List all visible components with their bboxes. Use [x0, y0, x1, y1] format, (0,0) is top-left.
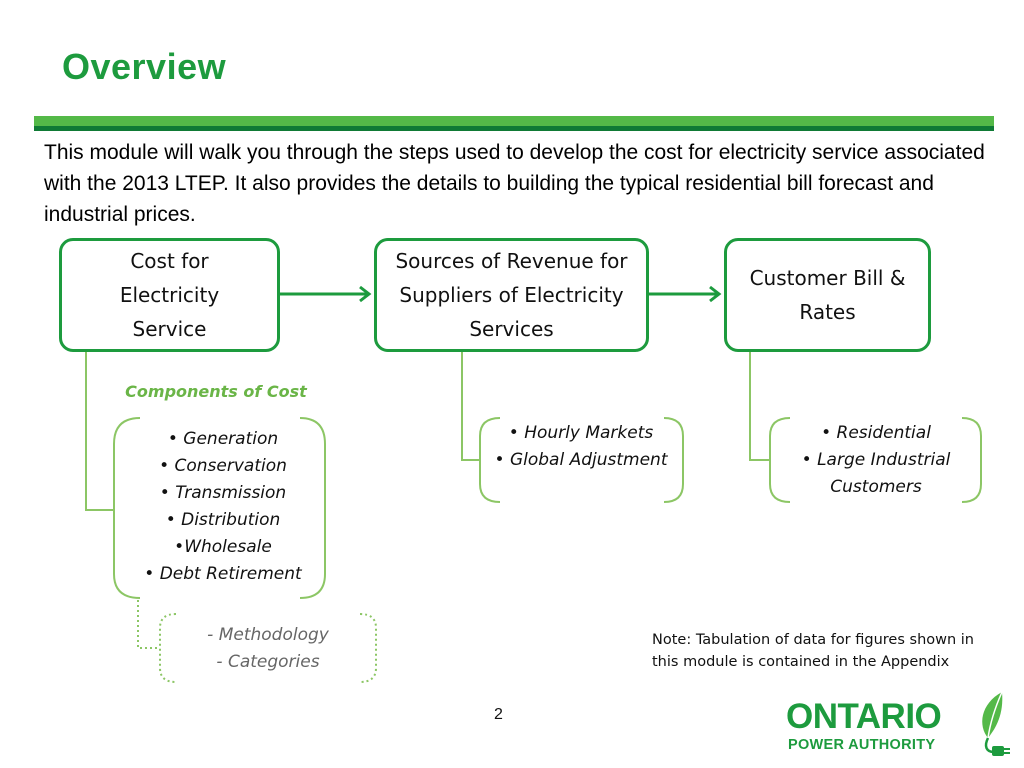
customer-connector [750, 352, 770, 460]
list-item: • Distribution [165, 510, 281, 530]
list-item: • Global Adjustment [494, 450, 668, 470]
logo-name: ONTARIO [786, 697, 942, 736]
components-title: Components of Cost [125, 382, 307, 401]
cost-connector [86, 352, 114, 510]
list-item: • Conservation [159, 456, 287, 476]
appendix-note: Note: Tabulation of data for figures shown in this module is contained in the Appendix [652, 632, 975, 670]
list-item: - Categories [216, 652, 320, 672]
list-item: • Residential [821, 423, 931, 443]
box-label: Sources of Revenue for Suppliers of Electricity Services [395, 249, 628, 341]
list-item: • Transmission [159, 483, 287, 503]
leaf-plug-icon [972, 688, 1014, 760]
intro-text: This module will walk you through the steps used to develop the cost for electricity service associated with the 2013 LTEP. It also provides the details to building the typical residential bill forecast and industrial prices. [44, 141, 985, 226]
customer-bill-box [724, 238, 931, 352]
sources-of-revenue-box [374, 238, 649, 352]
ontario-power-authority-logo [786, 688, 1018, 764]
box-label: Customer Bill & Rates [749, 266, 906, 324]
list-item: • Generation [167, 429, 279, 449]
flow-arrow-1 [280, 287, 369, 301]
slide-title: Overview [62, 46, 227, 87]
revenue-connector [462, 352, 480, 460]
customer-list [778, 420, 974, 501]
list-item: • Hourly Markets [508, 423, 654, 443]
list-item: • Large Industrial Customers [801, 450, 951, 497]
flow-arrow-2 [649, 287, 719, 301]
list-item: - Methodology [207, 625, 329, 645]
page-number: 2 [494, 706, 503, 723]
box-label: Cost for Electricity Service [119, 249, 220, 341]
method-connector [138, 600, 160, 648]
cost-for-electricity-box [59, 238, 280, 352]
list-item: •Wholesale [174, 537, 272, 557]
revenue-list [488, 420, 674, 474]
logo-subtitle: POWER AUTHORITY [788, 737, 936, 753]
methodology-list [168, 622, 368, 676]
list-item: • Debt Retirement [144, 564, 302, 584]
cost-components-list [118, 426, 328, 588]
